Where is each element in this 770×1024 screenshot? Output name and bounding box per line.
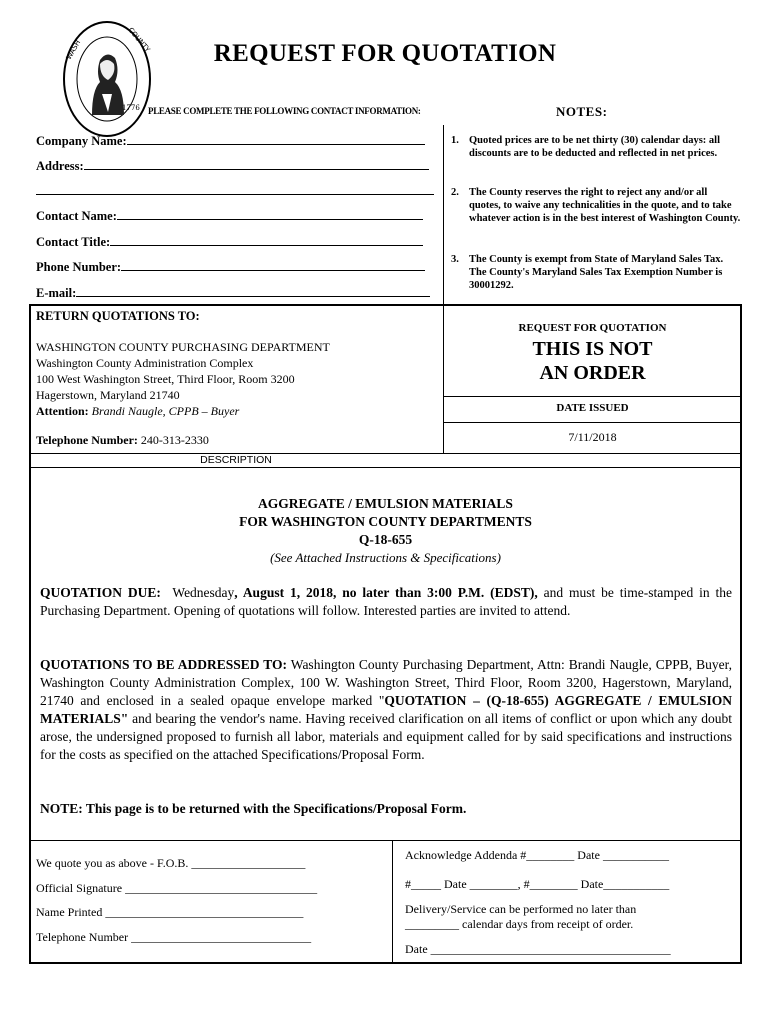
note-2: 2. The County reserves the right to reject any and/or all quotes, to waive any technicalities in the quote, and to take whatever action is in the best interest of Washington County. bbox=[451, 187, 741, 224]
svg-text:1776: 1776 bbox=[122, 104, 140, 112]
signature-divider bbox=[29, 840, 742, 841]
date-divider bbox=[443, 422, 742, 423]
notes-heading: NOTES: bbox=[556, 104, 608, 119]
addressed-to-paragraph: QUOTATIONS TO BE ADDRESSED TO: Washington County Purchasing Department, Attn: Brandi Naugle, CPPB, Buyer, Washington County Administration Complex, 100 W. Washington Street, Third Floor, Room 3200, Hagerstown, Maryland, 21740 and enclosed in a sealed opaque envelope marked "QUOTATION – (Q-18-655) AGGREGATE / EMULSION MATERIALS" and bearing the vendor's name. Having received clarification on all items of conflict or upon which any doubt arose, the undersigned proposed to furnish all labor, materials and equipment called for by said specifications and instructions for the costs as specified on the attached Specifications/Proposal Form. bbox=[40, 657, 732, 762]
fob-field[interactable]: We quote you as above - F.O.B. ___________________ bbox=[36, 856, 306, 870]
rfq-divider bbox=[443, 396, 742, 397]
quotation-due-paragraph: QUOTATION DUE: Wednesday, August 1, 2018, no later than 3:00 P.M. (EDST), and must be time-stamped in the Purchasing Department. Opening of quotations will follow. Interested parties are invited to attend. bbox=[40, 585, 732, 618]
date-issued-label: DATE ISSUED bbox=[556, 402, 629, 414]
description-title-1: AGGREGATE / EMULSION MATERIALS bbox=[258, 496, 513, 511]
return-heading: RETURN QUOTATIONS TO: bbox=[36, 309, 200, 323]
note-3: 3. The County is exempt from State of Maryland Sales Tax. The County's Maryland Sales Tax Exemption Number is 30001292. bbox=[451, 254, 724, 291]
address-field[interactable]: Address: bbox=[36, 159, 429, 174]
address-line-2-field[interactable] bbox=[36, 184, 434, 199]
delivery-text: Delivery/Service can be performed no later than bbox=[405, 902, 637, 916]
company-name-field[interactable]: Company Name: bbox=[36, 134, 425, 149]
date-issued-value: 7/11/2018 bbox=[568, 430, 617, 444]
contact-instructions: PLEASE COMPLETE THE FOLLOWING CONTACT INFORMATION: bbox=[148, 106, 421, 116]
svg-text:COUNTY: COUNTY bbox=[126, 26, 152, 54]
description-bar bbox=[29, 453, 742, 468]
delivery-days-field[interactable]: _________ calendar days from receipt of order. bbox=[405, 917, 634, 931]
quotation-number: Q-18-655 bbox=[358, 532, 413, 547]
note-1: 1. Quoted prices are to be net thirty (30) calendar days: all discounts are to be deducted and reflected in net prices. bbox=[451, 135, 721, 159]
return-dept: WASHINGTON COUNTY PURCHASING DEPARTMENT bbox=[36, 340, 330, 354]
return-note: NOTE: This page is to be returned with the Specifications/Proposal Form. bbox=[40, 801, 467, 816]
date-field[interactable]: Date ________________________________________ bbox=[405, 942, 671, 956]
description-label: DESCRIPTION bbox=[200, 454, 272, 466]
rfq-label: REQUEST FOR QUOTATION bbox=[518, 322, 667, 334]
svg-text:WASH: WASH bbox=[64, 38, 83, 61]
signature-column-divider bbox=[392, 840, 393, 964]
return-address-3: Hagerstown, Maryland 21740 bbox=[36, 388, 180, 402]
county-seal-logo bbox=[62, 20, 152, 138]
see-attached: (See Attached Instructions & Specifications) bbox=[270, 550, 501, 565]
not-order-line-2: AN ORDER bbox=[539, 362, 646, 384]
return-telephone: Telephone Number: 240-313-2330 bbox=[36, 433, 209, 447]
page-title: REQUEST FOR QUOTATION bbox=[213, 40, 557, 67]
contact-name-field[interactable]: Contact Name: bbox=[36, 209, 423, 224]
return-address-2: 100 West Washington Street, Third Floor, Room 3200 bbox=[36, 372, 295, 386]
return-address-1: Washington County Administration Complex bbox=[36, 356, 254, 370]
description-title-2: FOR WASHINGTON COUNTY DEPARTMENTS bbox=[239, 514, 532, 529]
telephone-field[interactable]: Telephone Number ______________________________ bbox=[36, 930, 312, 944]
official-signature-field[interactable]: Official Signature ________________________________ bbox=[36, 881, 318, 895]
contact-title-field[interactable]: Contact Title: bbox=[36, 235, 423, 250]
return-attention: Attention: Brandi Naugle, CPPB – Buyer bbox=[36, 404, 240, 418]
not-order-line-1: THIS IS NOT bbox=[532, 338, 653, 360]
acknowledge-addenda-field[interactable]: Acknowledge Addenda #________ Date ___________ bbox=[405, 848, 669, 862]
email-field[interactable]: E-mail: bbox=[36, 286, 430, 301]
name-printed-field[interactable]: Name Printed _________________________________ bbox=[36, 905, 304, 919]
addenda-date-field[interactable]: #_____ Date ________, #________ Date___________ bbox=[405, 877, 670, 891]
phone-number-field[interactable]: Phone Number: bbox=[36, 260, 425, 275]
